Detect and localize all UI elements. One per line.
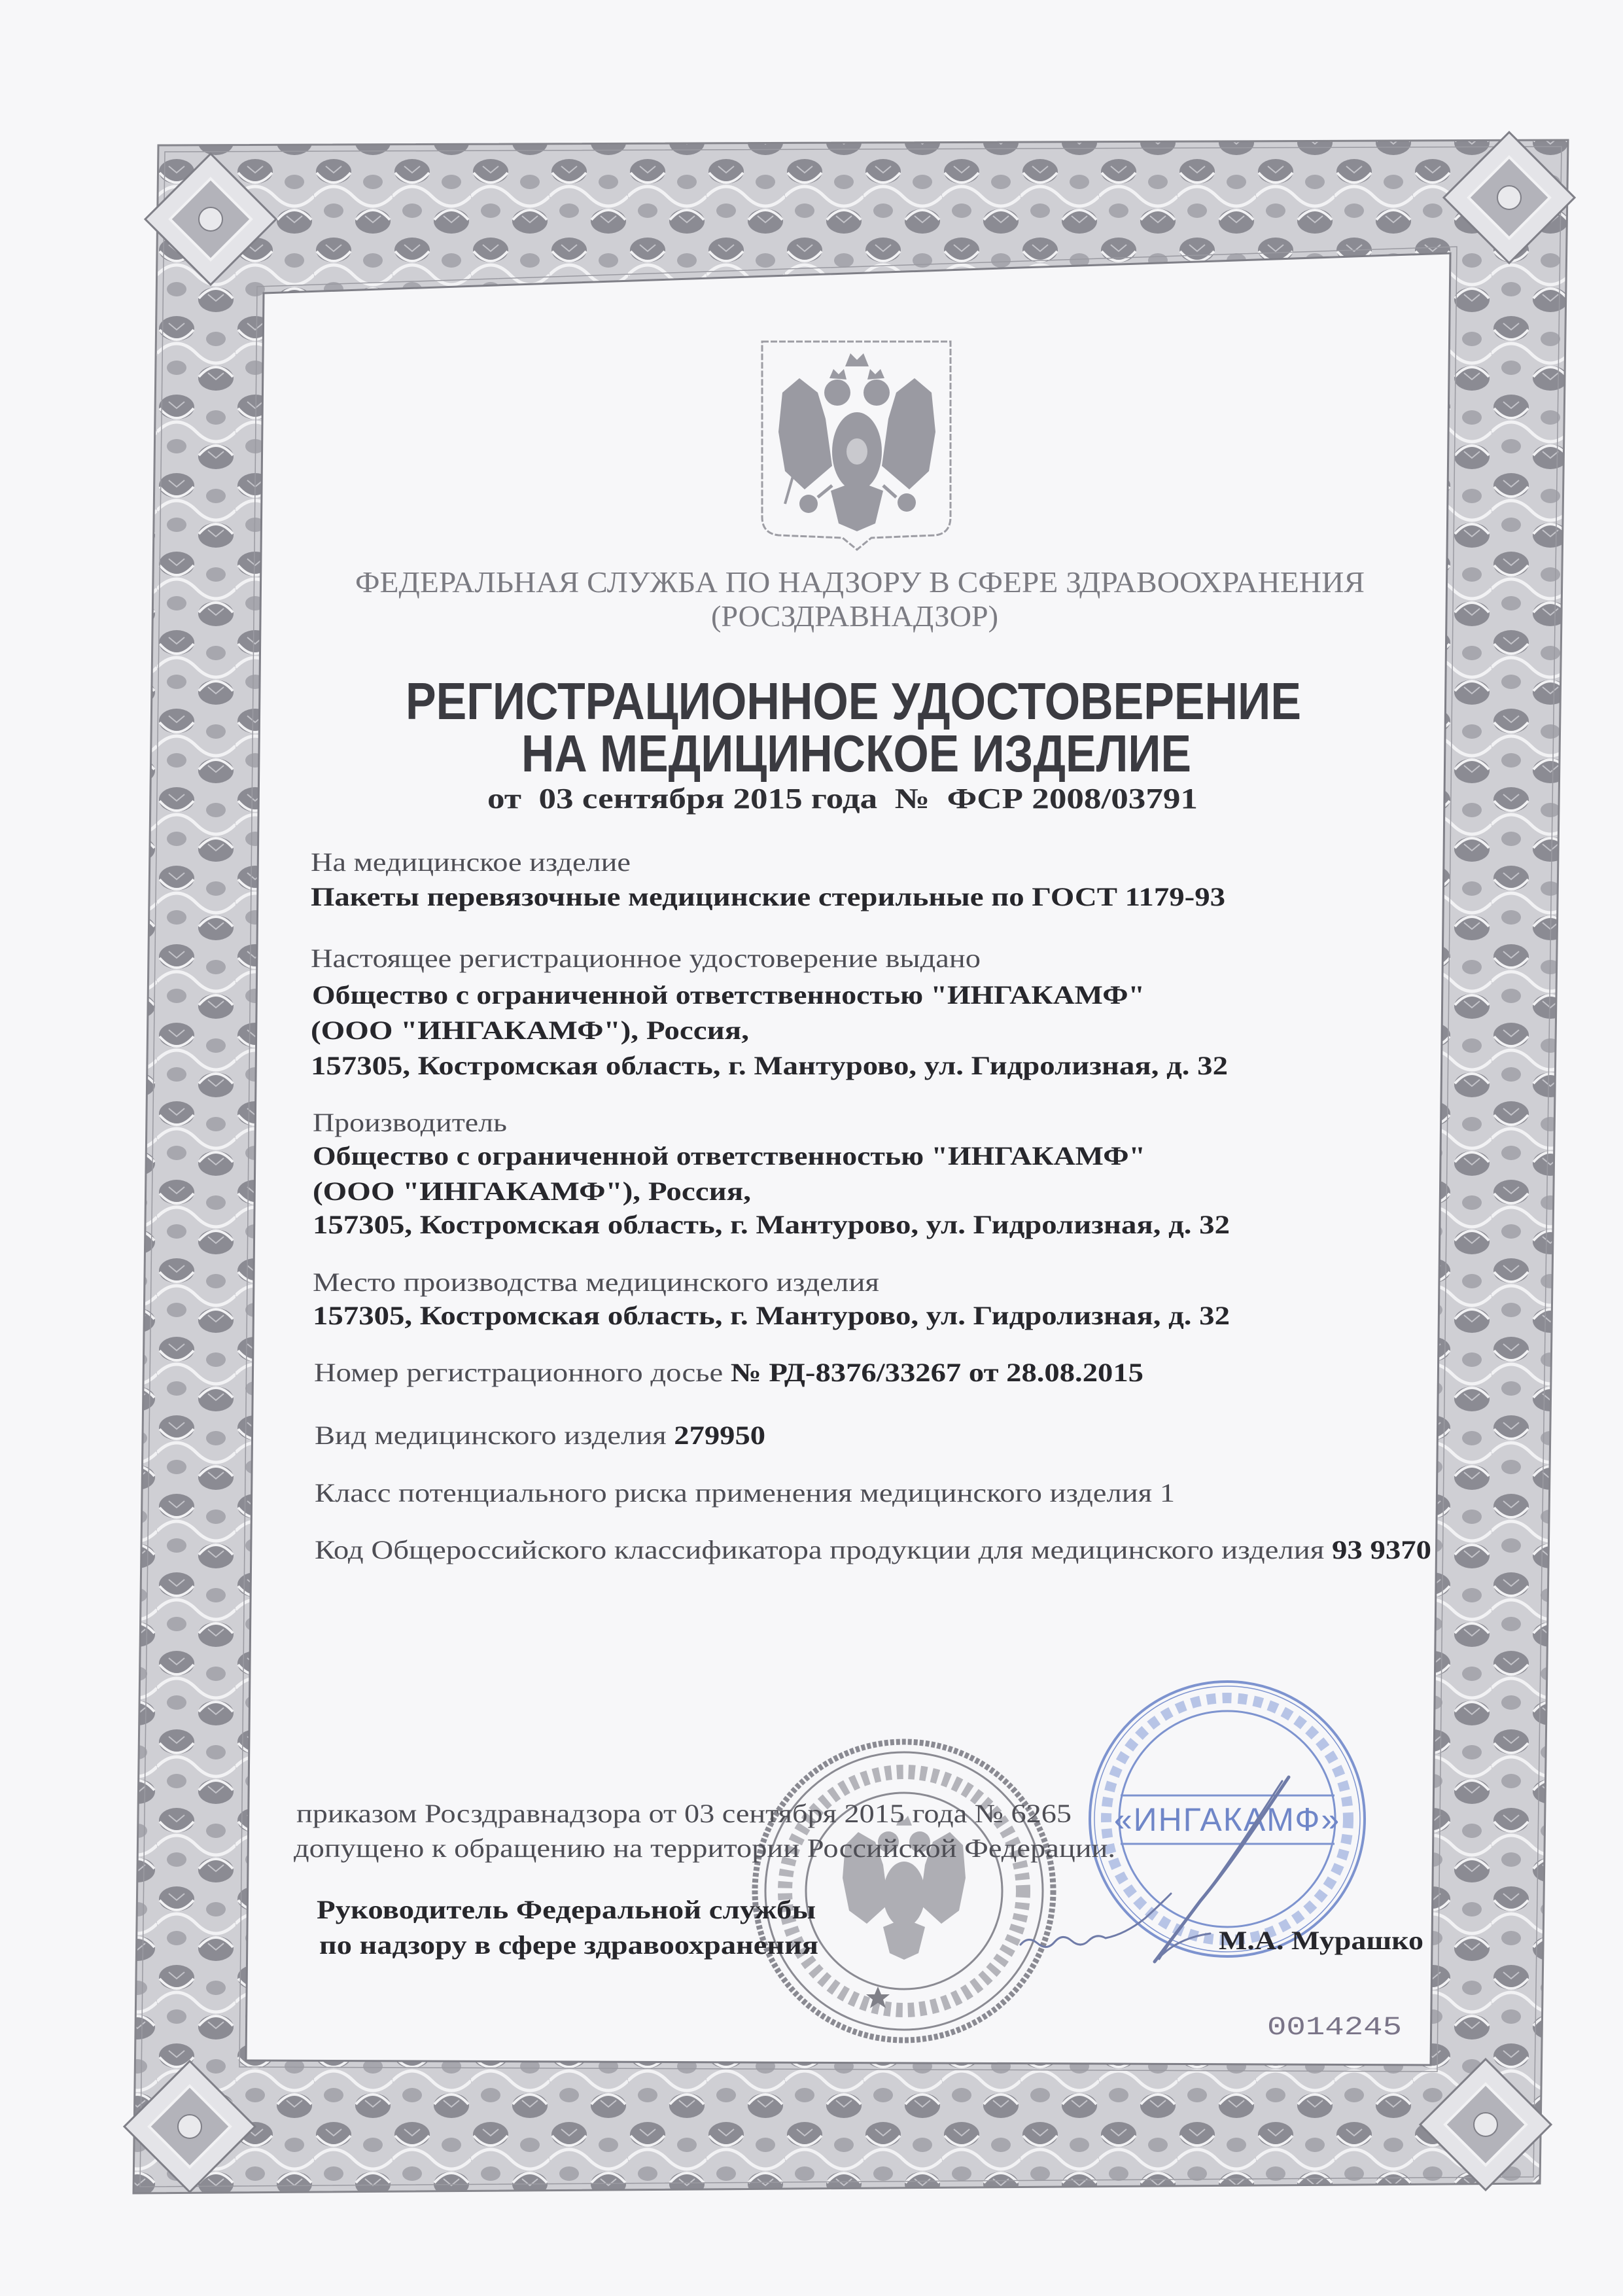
emblem-center-shield — [846, 438, 867, 465]
issued-to-address: 157305, Костромская область, г. Мантурово, ул. Гидролизная, д. 32 — [311, 1051, 1228, 1080]
signatory-position-line-1: Руководитель Федеральной службы — [317, 1895, 816, 1924]
certificate-date-number — [487, 782, 1198, 817]
form-serial-number: 0014245 — [1267, 2013, 1403, 2043]
stamp-company-name: «ИНГАКАМФ» — [1113, 1801, 1341, 1838]
production-site-address: 157305, Костромская область, г. Мантурово, ул. Гидролизная, д. 32 — [313, 1301, 1230, 1330]
issued-to-org: Общество с ограниченной ответственностью "ИНГАКАМФ" — [312, 980, 1145, 1010]
manufacturer-address: 157305, Костромская область, г. Мантурово, ул. Гидролизная, д. 32 — [313, 1210, 1230, 1239]
number-sign: № — [894, 783, 930, 815]
manufacturer-org: Общество с ограниченной ответственностью "ИНГАКАМФ" — [313, 1141, 1145, 1171]
manufacturer-org-short: (ООО "ИНГАКАМФ"), Россия, — [313, 1176, 751, 1206]
dossier-line — [314, 1357, 1143, 1388]
roszdravnadzor-seal-icon — [755, 1742, 1053, 2040]
dossier-label: Номер регистрационного досье — [314, 1358, 724, 1387]
okp-code-label: Код Общероссийского классификатора продукции для медицинского изделия — [315, 1535, 1325, 1564]
okp-code-value: 93 9370 — [1331, 1535, 1432, 1564]
signatory-position-line-2: по надзору в сфере здравоохранения — [319, 1930, 818, 1960]
order-line-2: допущено к обращению на территории Российской Федерации. — [294, 1833, 1116, 1863]
device-kind-line — [315, 1420, 765, 1451]
russian-coat-of-arms-icon — [762, 342, 951, 550]
dossier-number: № РД-8376/33267 от 28.08.2015 — [730, 1358, 1143, 1387]
order-line-1: приказом Росздравнадзора от 03 сентября 2015 года № 6265 — [296, 1799, 1072, 1828]
document-title-line-2: НА МЕДИЦИНСКОЕ ИЗДЕЛИЕ — [521, 724, 1191, 783]
issued-to-org-short: (ООО "ИНГАКАМФ"), Россия, — [311, 1016, 749, 1045]
risk-class-line — [315, 1477, 1175, 1509]
okp-code-line — [315, 1534, 1431, 1566]
device-name: Пакеты перевязочные медицинские стерильные по ГОСТ 1179-93 — [311, 882, 1225, 911]
device-label: На медицинское изделие — [311, 847, 631, 877]
production-site-label: Место производства медицинского изделия — [313, 1267, 879, 1297]
risk-class-value: 1 — [1159, 1478, 1176, 1508]
certificate-number: ФСР 2008/03791 — [947, 783, 1198, 815]
signatory-name: М.А. Мурашко — [1219, 1926, 1423, 1955]
document-title-line-1: РЕГИСТРАЦИОННОЕ УДОСТОВЕРЕНИЕ — [406, 672, 1301, 730]
device-kind-code: 279950 — [674, 1421, 766, 1450]
agency-name: ФЕДЕРАЛЬНАЯ СЛУЖБА ПО НАДЗОРУ В СФЕРЕ ЗДРАВООХРАНЕНИЯ — [355, 565, 1365, 599]
date-prefix: от — [487, 783, 521, 815]
company-stamp-icon — [1090, 1682, 1365, 1956]
certificate-date: 03 сентября 2015 года — [538, 783, 878, 815]
issued-to-label: Настоящее регистрационное удостоверение выдано — [311, 944, 981, 973]
device-kind-label: Вид медицинского изделия — [315, 1421, 667, 1450]
manufacturer-label: Производитель — [313, 1108, 507, 1137]
risk-class-label: Класс потенциального риска применения медицинского изделия — [315, 1478, 1153, 1508]
agency-short-name: (РОСЗДРАВНАДЗОР) — [711, 599, 998, 633]
